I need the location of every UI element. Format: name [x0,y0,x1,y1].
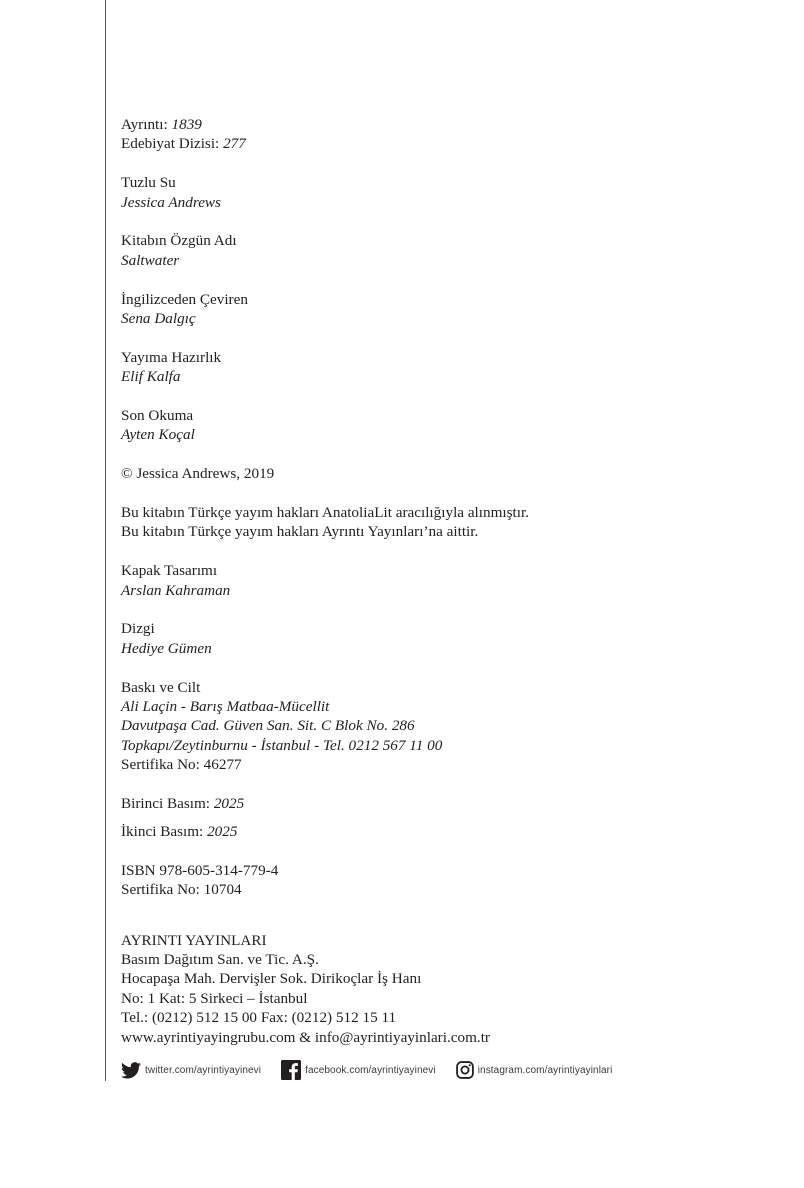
twitter-link[interactable] [121,1062,261,1079]
series-label: Ayrıntı: [121,116,172,133]
print-block [121,678,781,775]
edition-first [121,794,781,813]
twitter-handle: twitter.com/ayrintiyayinevi [145,1064,262,1076]
copyright-notice: © Jessica Andrews, 2019 [121,465,275,483]
credit-value: Saltwater [121,251,180,269]
publisher-line: No: 1 Kat: 5 Sirkeci – İstanbul [121,989,308,1007]
edition-label: İkinci Basım: [121,823,208,841]
edition-line [121,794,781,813]
imprint-page [121,115,781,1047]
credit-value: Ayten Koçal [121,426,195,444]
edition-label: Birinci Basım: [121,795,214,813]
print-line: Davutpaşa Cad. Güven San. Sit. C Blok No. 286 [121,717,415,735]
social-links [121,1060,632,1080]
literature-series-number [121,134,781,153]
publisher-certificate: Sertifika No: 10704 [121,881,242,899]
credit-label: Kitabın Özgün Adı [121,232,237,250]
credit-label: Son Okuma [121,407,194,425]
credit-label: Dizgi [121,620,155,638]
publisher-line: Basım Dağıtım San. ve Tic. A.Ş. [121,951,319,969]
credit-original-title [121,231,781,270]
book-author: Jessica Andrews [121,193,221,211]
publisher-line: Tel.: (0212) 512 15 00 Fax: (0212) 512 15 11 [121,1009,397,1027]
print-certificate: Sertifika No: 46277 [121,756,242,774]
credit-translator [121,290,781,329]
print-label: Baskı ve Cilt [121,678,201,696]
instagram-handle: instagram.com/ayrintiyayinlari [477,1064,613,1076]
rights-line: Bu kitabın Türkçe yayım hakları Ayrıntı Yayınları’na aittir. [121,523,479,541]
isbn: ISBN 978-605-314-779-4 [121,861,279,879]
credit-editor [121,348,781,387]
series-value: 1839 [171,116,202,133]
print-line: Ali Laçin - Barış Matbaa-Mücellit [121,698,330,716]
publisher-block [121,931,781,1047]
credit-label: İngilizceden Çeviren [121,290,248,308]
credit-label: Kapak Tasarımı [121,562,218,580]
facebook-handle: facebook.com/ayrintiyayinevi [305,1064,436,1076]
twitter-icon [121,1062,141,1079]
isbn-block [121,861,781,900]
book-block [121,173,781,212]
print-line: Topkapı/Zeytinburnu - İstanbul - Tel. 0212 567 11 00 [121,736,443,754]
facebook-link[interactable] [281,1060,436,1080]
credit-value: Hediye Gümen [121,639,212,657]
book-title: Tuzlu Su [121,174,176,192]
publisher-name: AYRINTI YAYINLARI [121,931,267,949]
edition-year: 2025 [207,823,238,841]
literature-series-label: Edebiyat Dizisi: [121,135,224,153]
edition-year: 2025 [213,795,245,813]
credit-label: Yayıma Hazırlık [121,348,222,366]
credit-value: Arslan Kahraman [121,581,231,599]
rights-line: Bu kitabın Türkçe yayım hakları AnatoliaLit aracılığıyla alınmıştır. [121,504,529,522]
publisher-web: www.ayrintiyayingrubu.com & info@ayrintiyayinlari.com.tr [121,1028,490,1046]
copyright-block [121,464,781,483]
facebook-icon [281,1060,301,1080]
edition-line [121,822,781,841]
publisher-line: Hocapaşa Mah. Dervişler Sok. Dirikoçlar İş Hanı [121,970,422,988]
margin-rule [105,0,106,1081]
instagram-icon [456,1061,474,1079]
credit-typesetting [121,619,781,658]
series-block [121,115,781,154]
credit-proofreader [121,406,781,445]
credit-cover-design [121,561,781,600]
instagram-link[interactable] [456,1061,613,1079]
credit-value: Elif Kalfa [121,368,181,386]
rights-block [121,503,781,542]
edition-second [121,822,781,841]
credit-value: Sena Dalgıç [121,310,196,328]
series-number [121,115,781,134]
literature-series-value: 277 [223,135,246,153]
